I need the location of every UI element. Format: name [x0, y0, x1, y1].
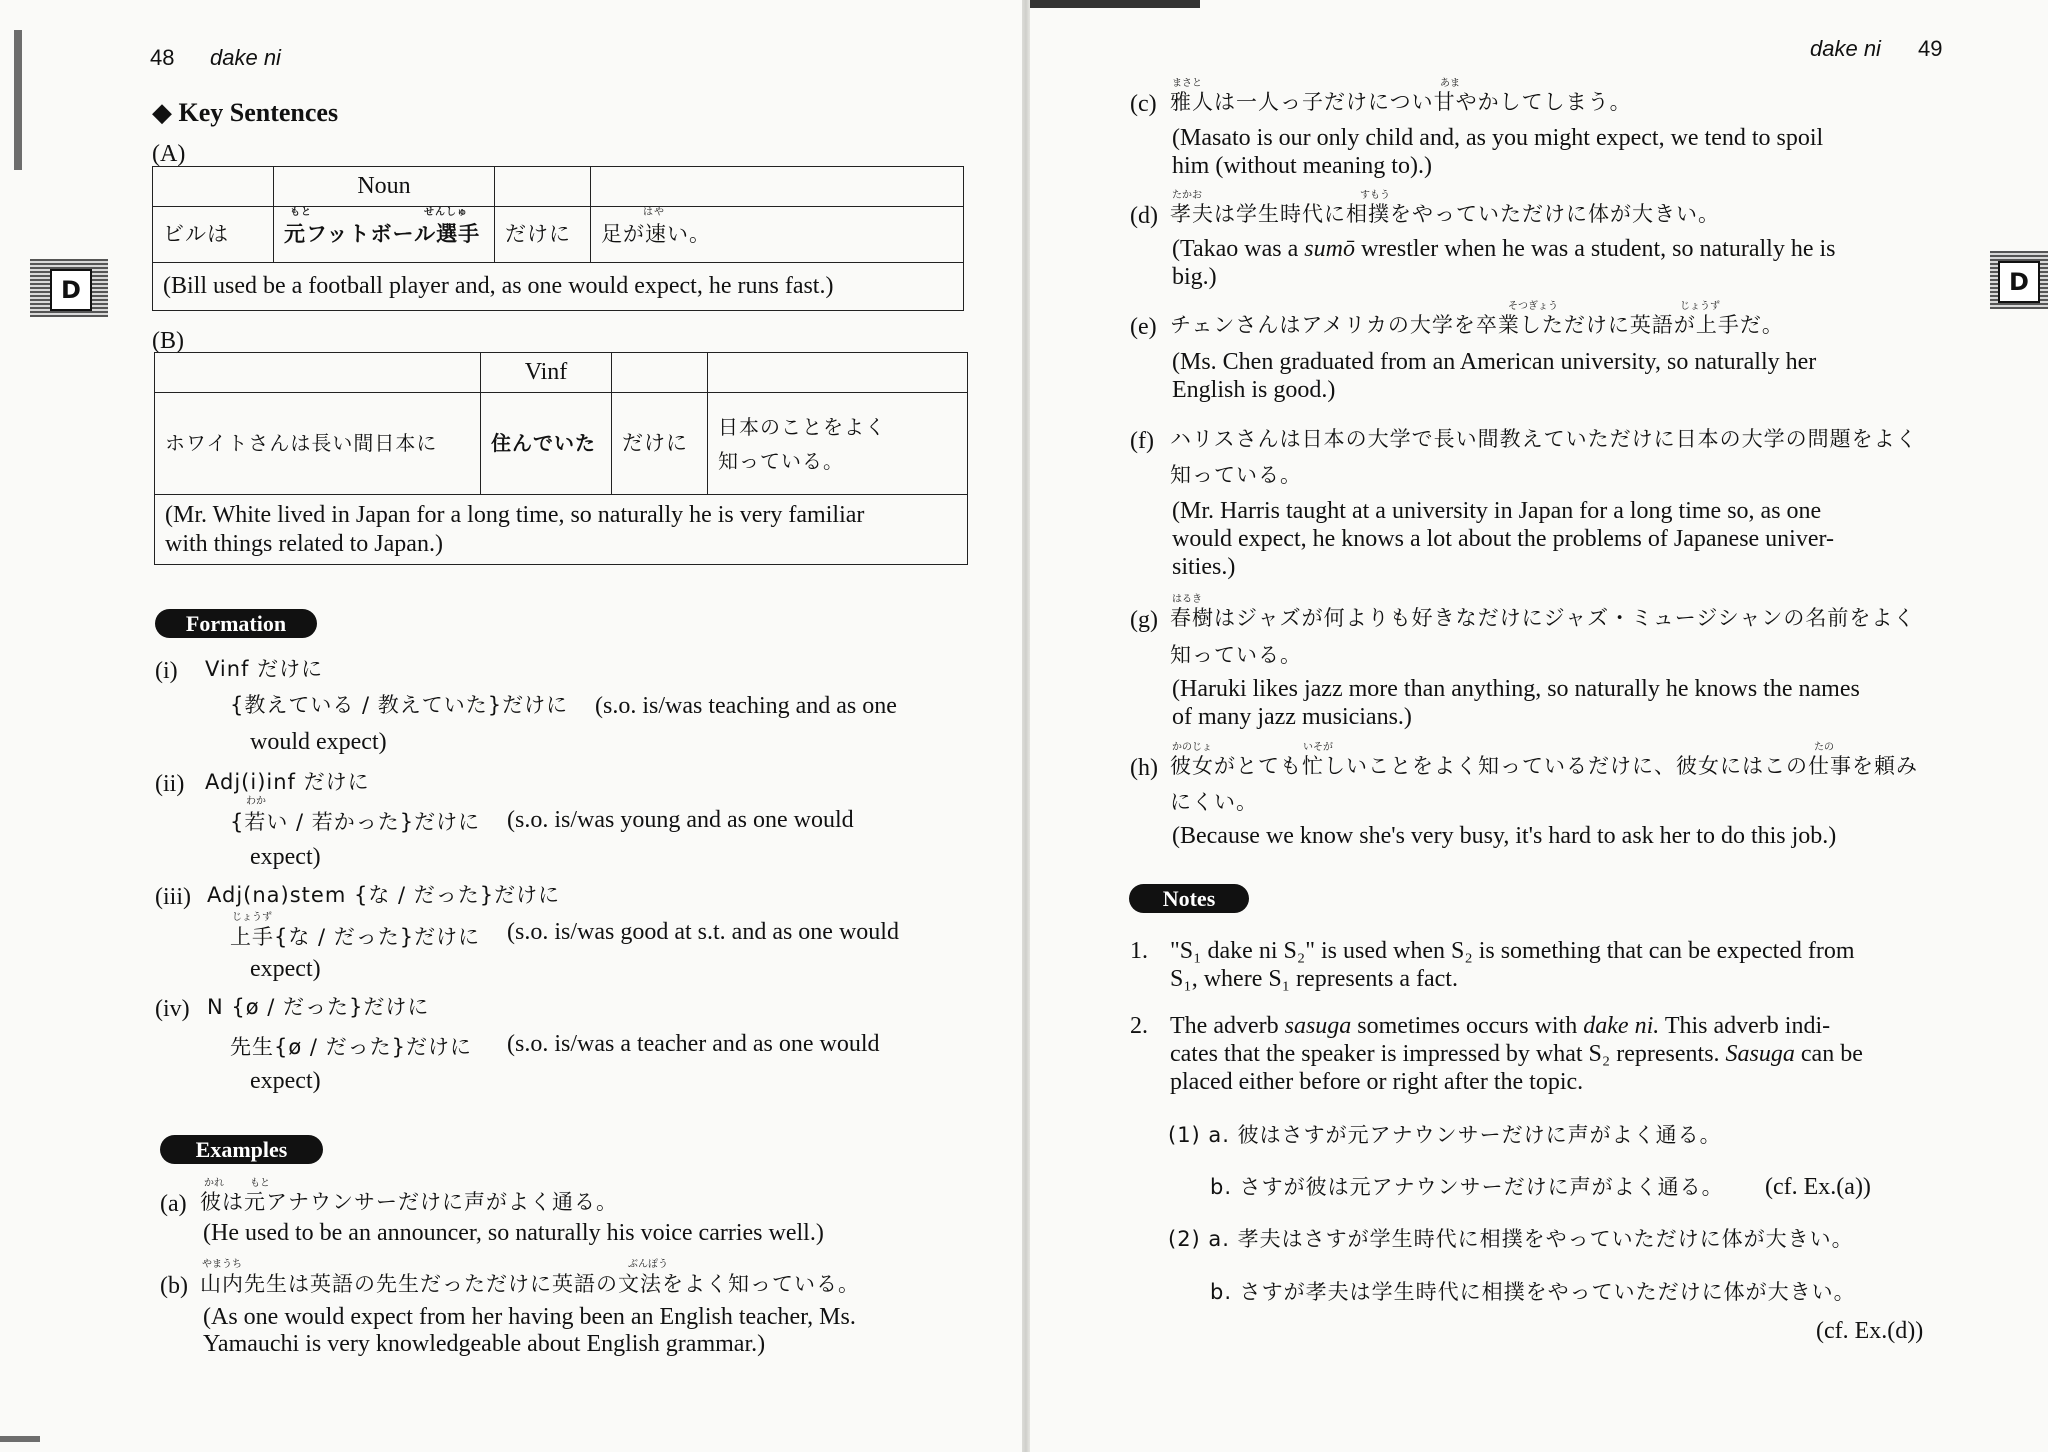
running-title: dake ni [1810, 36, 1881, 61]
ruby: わか [246, 796, 266, 807]
page-number: 48 [150, 45, 175, 70]
section-tab-letter: D [50, 269, 92, 311]
table-cell: ホワイトさんは長い間日本に [155, 393, 481, 495]
ruby: もと [290, 207, 312, 218]
table-cell [708, 393, 968, 495]
example-en: (Because we know she's very busy, it's hard to ask her to do this job.) [1172, 823, 1837, 849]
table-cell-noun [274, 207, 495, 263]
example-en: (Haruki likes jazz more than anything, so naturally he knows the names [1172, 676, 1860, 702]
key-sentence-table-b [154, 352, 968, 565]
item-marker: (a) [160, 1191, 187, 1217]
table-cell [591, 167, 964, 207]
example-jp: 春樹はジャズが何よりも好きなだけにジャズ・ミュージシャンの名前をよく [1170, 606, 1916, 630]
key-sentence-table-a [152, 166, 964, 311]
item-marker: (d) [1130, 203, 1158, 229]
note-number: 1. [1130, 938, 1148, 964]
example-en: (He used to be an announcer, so naturally his voice carries well.) [203, 1220, 824, 1246]
text-run: sometimes occurs with [1351, 1013, 1584, 1039]
section-tab-letter: D [1998, 261, 2040, 303]
table-cell [708, 353, 968, 393]
item-marker: (ii) [155, 771, 185, 797]
formation-example-jp: 上手{な / だった}だけに [230, 925, 481, 949]
example-en: would expect, he knows a lot about the problems of Japanese univer- [1172, 526, 1835, 552]
page-number: 49 [1918, 36, 1943, 61]
item-marker: (f) [1130, 428, 1154, 454]
table-cell: ビルは [153, 207, 274, 263]
table-cell: だけに [495, 207, 591, 263]
example-jp: チェンさんはアメリカの大学を卒業しただけに英語が上手だ。 [1170, 313, 1784, 337]
example-en: of many jazz musicians.) [1172, 704, 1412, 730]
formation-gloss: expect) [250, 844, 321, 870]
item-marker: (iii) [155, 884, 191, 910]
ruby: はるき [1172, 594, 1202, 605]
item-marker: (c) [1130, 91, 1157, 117]
formation-gloss: would expect) [250, 729, 387, 755]
example-en: English is good.) [1172, 377, 1336, 403]
example-en: (As one would expect from her having been an English teacher, Ms. [203, 1304, 856, 1330]
note-crossref: (cf. Ex.(a)) [1765, 1174, 1871, 1200]
item-marker: (h) [1130, 755, 1158, 781]
table-cell: だけに [612, 393, 708, 495]
note-crossref: (cf. Ex.(d)) [1816, 1318, 1924, 1344]
formation-example-jp: {若い / 若かった}だけに [230, 810, 481, 834]
formation-head: Vinf だけに [205, 657, 324, 681]
text-run: cates that the speaker is impressed by what S₂ represents. [1170, 1041, 1726, 1067]
note-sentence-jp: (2) a. 孝夫はさすが学生時代に相撲をやっていただけに体が大きい。 [1168, 1227, 1854, 1251]
item-marker: (iv) [155, 996, 190, 1022]
ruby: やまうち [202, 1259, 242, 1270]
text-run: This adverb indi- [1659, 1013, 1831, 1039]
ruby: いそが [1303, 742, 1333, 753]
scan-edge-mark [14, 30, 22, 170]
table-b-label: (B) [152, 328, 184, 354]
formation-gloss: (s.o. is/was a teacher and as one would [507, 1031, 880, 1057]
example-jp: ハリスさんは日本の大学で長い間教えていただけに日本の大学の問題をよく [1170, 427, 1918, 451]
note-text: placed either before or right after the topic. [1170, 1069, 1584, 1095]
example-jp: 知っている。 [1170, 463, 1302, 487]
scan-edge-mark [1030, 0, 1200, 8]
table-cell [153, 167, 274, 207]
ruby: もと [250, 1178, 270, 1189]
note-number: 2. [1130, 1013, 1148, 1039]
note-sentence-jp: (1) a. 彼はさすが元アナウンサーだけに声がよく通る。 [1168, 1123, 1722, 1147]
example-jp: 彼は元アナウンサーだけに声がよく通る。 [200, 1190, 618, 1214]
example-en [1172, 235, 1835, 263]
table-cell [612, 353, 708, 393]
noun-text: 元フットボール選手 [284, 222, 481, 247]
table-a-label: (A) [152, 141, 186, 167]
example-en: (Ms. Chen graduated from an American university, so naturally her [1172, 349, 1817, 375]
ruby: あま [1440, 78, 1460, 89]
formation-gloss: expect) [250, 956, 321, 982]
key-sentences-heading: ◆ Key Sentences [152, 98, 339, 127]
example-en: (Mr. Harris taught at a university in Japan for a long time so, as one [1172, 498, 1822, 524]
text-run: (Takao was a [1172, 236, 1305, 262]
running-title: dake ni [210, 45, 281, 70]
text-run: wrestler when he was a student, so naturally he is [1354, 236, 1836, 262]
ruby: はや [643, 207, 665, 218]
ruby: たの [1814, 742, 1834, 753]
formation-example-jp: {教えている / 教えていた}だけに [230, 693, 569, 717]
right-page [1030, 0, 2048, 1452]
scan-edge-mark [0, 1436, 40, 1442]
note-sentence-jp: b. さすが彼は元アナウンサーだけに声がよく通る。 [1210, 1175, 1724, 1199]
note-text: S₁, where S₁ represents a fact. [1170, 966, 1458, 992]
formation-example-jp: 先生{ø / だった}だけに [230, 1035, 472, 1059]
section-tab-right [1990, 251, 2048, 309]
ruby: せんしゅ [424, 207, 468, 218]
example-en: sities.) [1172, 554, 1236, 580]
table-cell-vinf: 住んでいた [481, 393, 612, 495]
note-text [1170, 1012, 1830, 1040]
example-jp: 雅人は一人っ子だけについ甘やかしてしまう。 [1170, 90, 1632, 114]
text-run-italic: Sasuga [1725, 1041, 1795, 1067]
section-tab-left [30, 259, 108, 317]
item-marker: (e) [1130, 314, 1157, 340]
formation-gloss: expect) [250, 1068, 321, 1094]
ruby: すもう [1360, 190, 1390, 201]
table-cell [591, 207, 964, 263]
translation-line: with things related to Japan.) [165, 530, 443, 557]
formation-gloss: (s.o. is/was young and as one would [507, 807, 854, 833]
item-marker: (g) [1130, 607, 1158, 633]
table-cell [155, 353, 481, 393]
example-jp: にくい。 [1170, 790, 1258, 814]
example-jp: 彼女がとても忙しいことをよく知っているだけに、彼女にはこの仕事を頼み [1170, 754, 1918, 778]
notes-label: Notes [1129, 884, 1249, 913]
formation-head: Adj(na)stem {な / だった}だけに [207, 883, 561, 907]
item-marker: (b) [160, 1273, 188, 1299]
result-text: 足が速い。 [601, 222, 711, 247]
translation-line: (Mr. White lived in Japan for a long time, so naturally he is very familiar [165, 502, 865, 529]
ruby: まさと [1172, 78, 1202, 89]
text-run-italic: sasuga [1284, 1013, 1352, 1039]
formation-gloss: (s.o. is/was good at s.t. and as one would [507, 919, 899, 945]
example-en: (Masato is our only child and, as you might expect, we tend to spoil [1172, 125, 1824, 151]
examples-label: Examples [160, 1135, 323, 1164]
example-en: big.) [1172, 264, 1217, 290]
formation-head: Adj(i)inf だけに [205, 770, 370, 794]
text-run-italic: dake ni. [1583, 1013, 1660, 1039]
left-page [0, 0, 1022, 1452]
text-run-italic: sumō [1304, 236, 1355, 262]
text-run: can be [1794, 1041, 1863, 1067]
note-sentence-jp: b. さすが孝夫は学生時代に相撲をやっていただけに体が大きい。 [1210, 1280, 1856, 1304]
ruby: ぶんぽう [628, 1259, 668, 1270]
item-marker: (i) [155, 658, 178, 684]
translation [155, 495, 968, 565]
result-line: 日本のことをよく [718, 414, 886, 439]
ruby: じょうず [1680, 301, 1720, 312]
example-jp: 孝夫は学生時代に相撲をやっていただけに体が大きい。 [1170, 202, 1720, 226]
ruby: じょうず [232, 912, 272, 923]
ruby: そつぎょう [1508, 301, 1558, 312]
ruby: たかお [1172, 190, 1202, 201]
example-en: Yamauchi is very knowledgeable about English grammar.) [203, 1331, 766, 1357]
result-line: 知っている。 [718, 448, 844, 473]
formation-gloss: (s.o. is/was teaching and as one [595, 693, 897, 719]
translation: (Bill used be a football player and, as one would expect, he runs fast.) [153, 263, 964, 311]
ruby: かのじょ [1172, 742, 1212, 753]
table-cell [495, 167, 591, 207]
ruby: かれ [204, 1178, 224, 1189]
column-header-noun: Noun [274, 167, 495, 207]
note-text: "S₁ dake ni S₂" is used when S₂ is something that can be expected from [1170, 938, 1855, 964]
example-en: him (without meaning to).) [1172, 153, 1432, 179]
example-jp: 知っている。 [1170, 643, 1302, 667]
note-text [1170, 1040, 1863, 1068]
example-jp: 山内先生は英語の先生だっただけに英語の文法をよく知っている。 [200, 1272, 860, 1296]
text-run: The adverb [1170, 1013, 1285, 1039]
formation-head: N {ø / だった}だけに [207, 995, 430, 1019]
column-header-vinf: Vinf [481, 353, 612, 393]
formation-label: Formation [155, 609, 317, 638]
